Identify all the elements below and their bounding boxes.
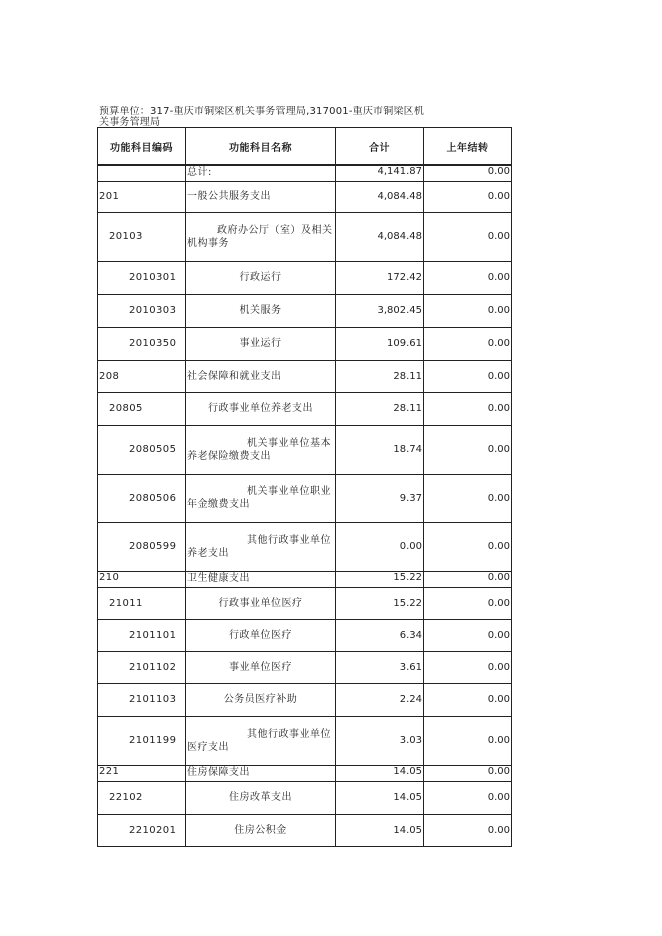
- budget-unit-line: 预算单位：317-重庆市铜梁区机关事务管理局,317001-重庆市铜梁区机关事务管理局: [99, 106, 425, 128]
- cell-carryover: 0.00: [424, 765, 512, 781]
- cell-carryover: 0.00: [424, 181, 512, 212]
- cell-carryover: 0.00: [424, 814, 512, 846]
- cell-code: 2080506: [98, 474, 186, 522]
- table-row: [98, 781, 512, 814]
- cell-total: 3,802.45: [336, 294, 424, 327]
- cell-total: 2.24: [336, 683, 424, 716]
- table-row: [98, 261, 512, 294]
- cell-name: 社会保障和就业支出: [186, 360, 336, 392]
- cell-total: 4,084.48: [336, 212, 424, 261]
- cell-name: 卫生健康支出: [186, 571, 336, 587]
- cell-code: [98, 165, 186, 181]
- cell-carryover: 0.00: [424, 327, 512, 360]
- cell-name: 住房公积金: [186, 814, 336, 846]
- cell-total: 28.11: [336, 392, 424, 425]
- header-code: 功能科目编码: [98, 128, 186, 166]
- cell-name: 其他行政事业单位养老支出: [186, 522, 336, 571]
- cell-code: 2101101: [98, 619, 186, 651]
- cell-name: 政府办公厅（室）及相关机构事务: [186, 212, 336, 261]
- cell-code: 208: [98, 360, 186, 392]
- cell-name: 行政运行: [186, 261, 336, 294]
- cell-code: 2101103: [98, 683, 186, 716]
- cell-carryover: 0.00: [424, 425, 512, 474]
- table-row: [98, 474, 512, 522]
- cell-code: 2010301: [98, 261, 186, 294]
- cell-carryover: 0.00: [424, 587, 512, 619]
- cell-total: 6.34: [336, 619, 424, 651]
- cell-code: 2101102: [98, 651, 186, 683]
- cell-total: 14.05: [336, 814, 424, 846]
- cell-name: 行政事业单位医疗: [186, 587, 336, 619]
- cell-carryover: 0.00: [424, 165, 512, 181]
- cell-total: 109.61: [336, 327, 424, 360]
- cell-carryover: 0.00: [424, 261, 512, 294]
- cell-code: 2080599: [98, 522, 186, 571]
- cell-carryover: 0.00: [424, 716, 512, 765]
- table-header-row: [98, 128, 512, 166]
- cell-total: 3.03: [336, 716, 424, 765]
- cell-carryover: 0.00: [424, 294, 512, 327]
- cell-code: 2210201: [98, 814, 186, 846]
- cell-carryover: 0.00: [424, 683, 512, 716]
- cell-carryover: 0.00: [424, 360, 512, 392]
- cell-total: 14.05: [336, 765, 424, 781]
- table-row: [98, 212, 512, 261]
- cell-total: 4,084.48: [336, 181, 424, 212]
- header-total: 合计: [336, 128, 424, 166]
- cell-carryover: 0.00: [424, 392, 512, 425]
- cell-name: 事业运行: [186, 327, 336, 360]
- cell-carryover: 0.00: [424, 619, 512, 651]
- cell-code: 2080505: [98, 425, 186, 474]
- cell-code: 201: [98, 181, 186, 212]
- cell-code: 210: [98, 571, 186, 587]
- cell-total: 14.05: [336, 781, 424, 814]
- cell-name: 机关事业单位职业年金缴费支出: [186, 474, 336, 522]
- cell-name: 一般公共服务支出: [186, 181, 336, 212]
- cell-total: 15.22: [336, 571, 424, 587]
- cell-carryover: 0.00: [424, 781, 512, 814]
- table-row: [98, 327, 512, 360]
- cell-name: 事业单位医疗: [186, 651, 336, 683]
- table-row: [98, 181, 512, 212]
- cell-carryover: 0.00: [424, 474, 512, 522]
- cell-name: 行政单位医疗: [186, 619, 336, 651]
- cell-carryover: 0.00: [424, 212, 512, 261]
- cell-code: 21011: [98, 587, 186, 619]
- cell-total: 172.42: [336, 261, 424, 294]
- cell-code: 20805: [98, 392, 186, 425]
- cell-name: 公务员医疗补助: [186, 683, 336, 716]
- expenditure-table: [97, 127, 512, 847]
- table-row: [98, 360, 512, 392]
- cell-carryover: 0.00: [424, 651, 512, 683]
- table-row-total: [98, 165, 512, 181]
- table-row: [98, 587, 512, 619]
- cell-total: 28.11: [336, 360, 424, 392]
- table-row: [98, 571, 512, 587]
- cell-total: 15.22: [336, 587, 424, 619]
- cell-total: 3.61: [336, 651, 424, 683]
- cell-name: 住房改革支出: [186, 781, 336, 814]
- cell-carryover: 0.00: [424, 571, 512, 587]
- cell-total: 9.37: [336, 474, 424, 522]
- table-row: [98, 683, 512, 716]
- table-row: [98, 716, 512, 765]
- cell-code: 221: [98, 765, 186, 781]
- cell-code: 20103: [98, 212, 186, 261]
- table-row: [98, 425, 512, 474]
- cell-name: 行政事业单位养老支出: [186, 392, 336, 425]
- cell-total: 4,141.87: [336, 165, 424, 181]
- cell-total: 18.74: [336, 425, 424, 474]
- cell-name: 总计:: [186, 165, 336, 181]
- table-row: [98, 814, 512, 846]
- table-row: [98, 522, 512, 571]
- table-row: [98, 294, 512, 327]
- cell-code: 2010350: [98, 327, 186, 360]
- header-carryover: 上年结转: [424, 128, 512, 166]
- cell-total: 0.00: [336, 522, 424, 571]
- cell-carryover: 0.00: [424, 522, 512, 571]
- cell-code: 2101199: [98, 716, 186, 765]
- cell-name: 机关事业单位基本养老保险缴费支出: [186, 425, 336, 474]
- cell-name: 其他行政事业单位医疗支出: [186, 716, 336, 765]
- table-row: [98, 651, 512, 683]
- table-row: [98, 765, 512, 781]
- table-row: [98, 392, 512, 425]
- cell-name: 机关服务: [186, 294, 336, 327]
- cell-name: 住房保障支出: [186, 765, 336, 781]
- table-row: [98, 619, 512, 651]
- cell-code: 22102: [98, 781, 186, 814]
- cell-code: 2010303: [98, 294, 186, 327]
- header-name: 功能科目名称: [186, 128, 336, 166]
